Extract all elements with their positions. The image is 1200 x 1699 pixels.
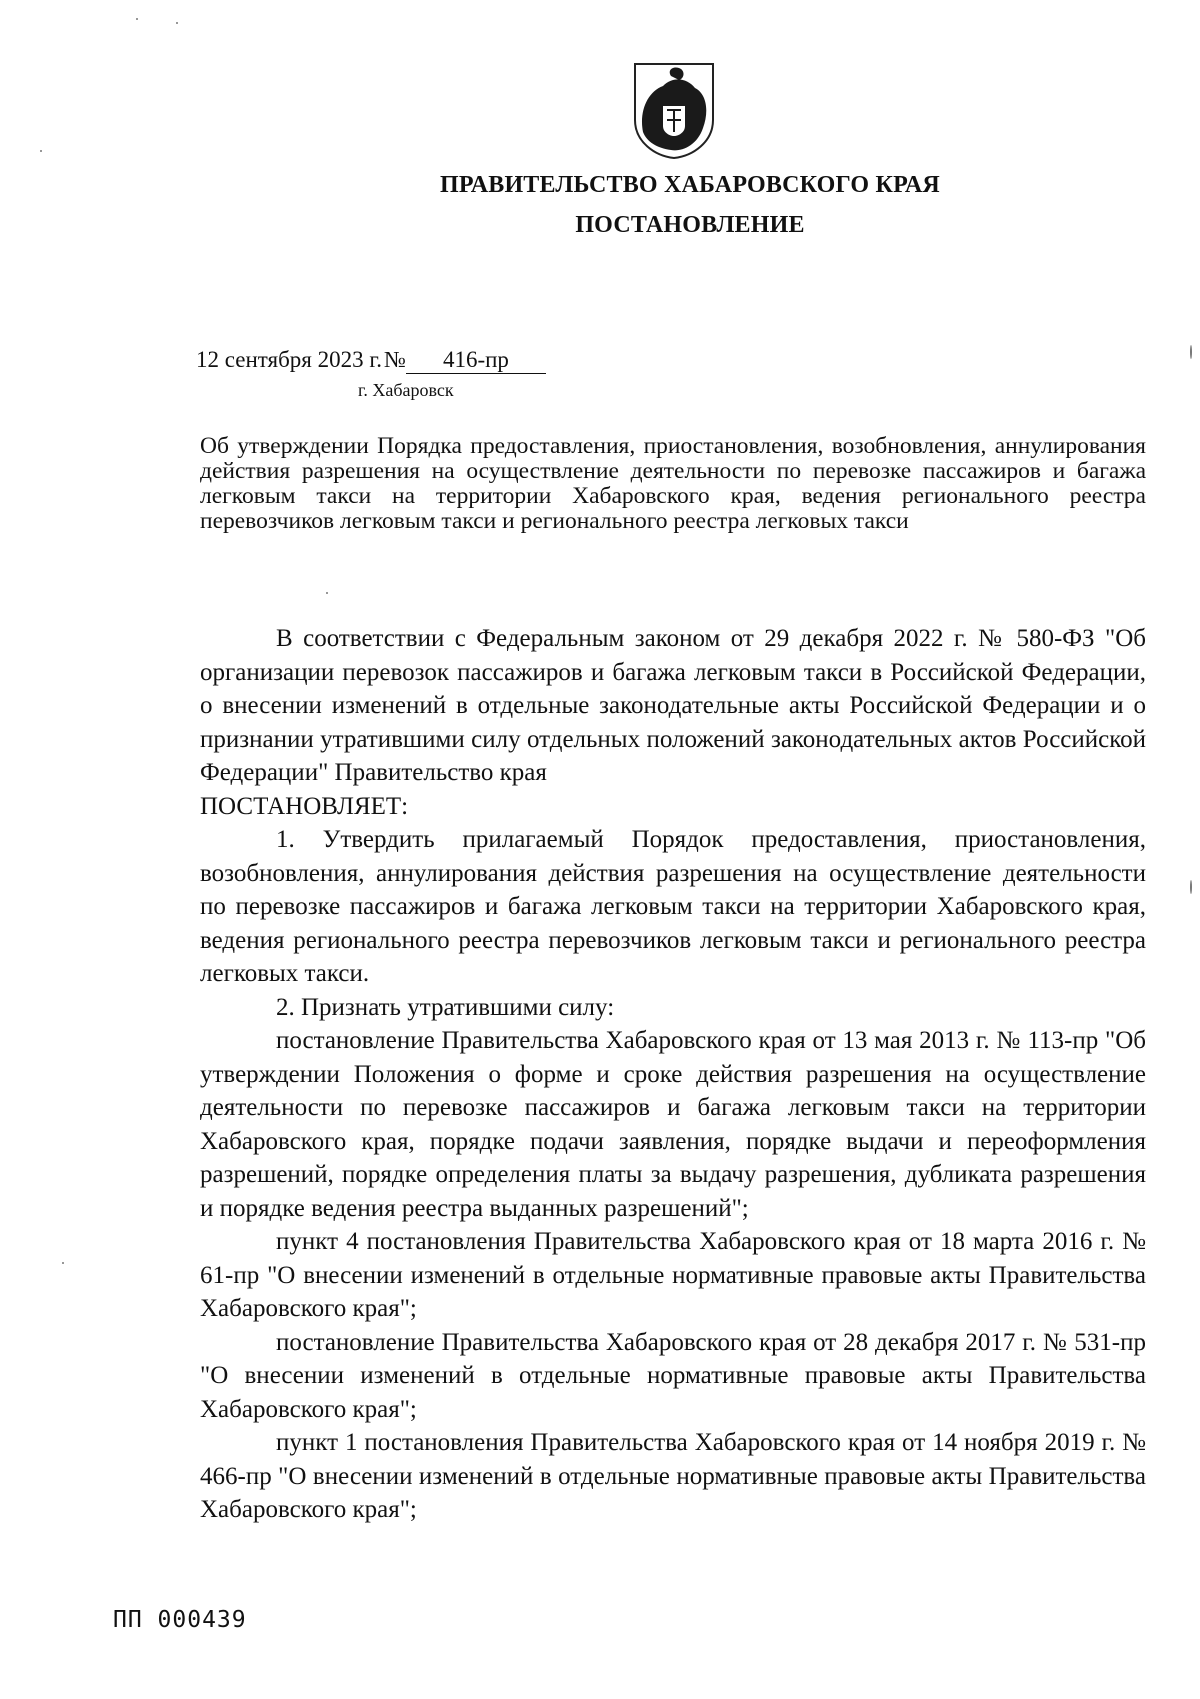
scan-speck (1190, 345, 1192, 359)
repealed-item: постановление Правительства Хабаровского края от 28 декабря 2017 г. № 531-пр "О внесении изменений в отдельные нормативные правовые акты Правительства Хабаровского края"; (200, 1328, 1146, 1423)
resolves-heading: ПОСТАНОВЛЯЕТ: (200, 792, 409, 820)
city: г. Хабаровск (358, 380, 454, 400)
date-number-line (196, 347, 546, 374)
scan-speck (1190, 880, 1192, 894)
preamble-paragraph: В соответствии с Федеральным законом от 29 декабря 2022 г. № 580-ФЗ "Об организации перевозок пассажиров и багажа легковым такси в Российской Федерации, о внесении изменений в отдельные законодательные акты Российской Федерации и о признании утратившими силу отдельных положений законодательных актов Российской Федерации" Правительство края (200, 625, 1146, 786)
scan-speck (176, 22, 178, 24)
document-number: 416-пр (406, 347, 546, 374)
number-label: № (383, 347, 406, 372)
paragraph-1: 1. Утвердить прилагаемый Порядок предоставления, приостановления, возобновления, аннулирования действия разрешения на осуществление деятельности по перевозке пассажиров и багажа легковым такси на территории Хабаровского края, ведения регионального реестра перевозчиков легковым такси и регионального реестра легковых такси. (200, 826, 1146, 987)
repealed-item: постановление Правительства Хабаровского края от 13 мая 2013 г. № 113-пр "Об утверждении Положения о форме и сроке действия разрешения на осуществление деятельности по перевозке пассажиров и багажа легковым такси на территории Хабаровского края, порядке подачи заявления, порядке выдачи и переоформления разрешений, порядке определения платы за выдачу разрешения, дубликата разрешения и порядке ведения реестра выданных разрешений"; (200, 1027, 1146, 1222)
scan-speck (40, 150, 42, 152)
scan-speck (326, 592, 328, 594)
document-body (200, 622, 1146, 1527)
repealed-item: пункт 1 постановления Правительства Хабаровского края от 14 ноября 2019 г. № 466-пр "О внесении изменений в отдельные нормативные правовые акты Правительства Хабаровского края"; (200, 1429, 1146, 1523)
repealed-item: пункт 4 постановления Правительства Хабаровского края от 18 марта 2016 г. № 61-пр "О внесении изменений в отдельные нормативные правовые акты Правительства Хабаровского края"; (200, 1228, 1146, 1322)
footer-serial-code: ПП 000439 (113, 1607, 247, 1633)
organization-heading: ПРАВИТЕЛЬСТВО ХАБАРОВСКОГО КРАЯ (440, 172, 940, 198)
coat-of-arms-icon (633, 62, 715, 160)
document-type-heading: ПОСТАНОВЛЕНИЕ (575, 212, 805, 238)
scan-speck (62, 1262, 64, 1264)
document-date: 12 сентября 2023 г. (196, 347, 382, 372)
document-title: Об утверждении Порядка предоставления, приостановления, возобновления, аннулирования действия разрешения на осуществление деятельности по перевозке пассажиров и багажа легковым такси на территории Хабаровского края, ведения регионального реестра перевозчиков легковым такси и регионального реестра легковых такси (200, 433, 1146, 534)
scan-speck (136, 18, 138, 20)
paragraph-2: 2. Признать утратившими силу: (276, 993, 615, 1021)
